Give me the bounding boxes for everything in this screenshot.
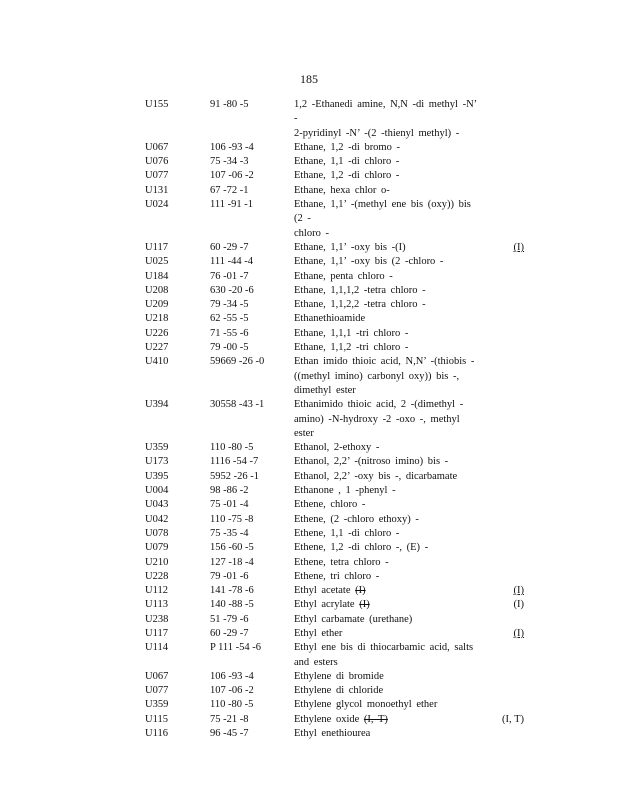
table-row	[145, 470, 525, 484]
cas-number: 79 -34 -5	[210, 299, 249, 311]
chemical-name	[294, 141, 484, 155]
waste-code: U116	[145, 728, 168, 740]
cas-number: 156 -60 -5	[210, 542, 254, 554]
table-row	[145, 184, 525, 198]
chemical-name-line: Ethanethioamide	[294, 313, 366, 325]
waste-code: U112	[145, 585, 168, 597]
chemical-name	[294, 598, 484, 612]
chemical-name-line: and esters	[294, 656, 338, 668]
cas-number: 98 -86 -2	[210, 485, 249, 497]
table-row	[145, 155, 525, 169]
cas-number: 62 -55 -5	[210, 313, 249, 325]
chemical-name	[294, 270, 484, 284]
table-row	[145, 169, 525, 183]
waste-code: U117	[145, 627, 168, 639]
chemical-name-line: amino) -N-hydroxy -2 -oxo -, methyl	[294, 413, 460, 425]
waste-code: U077	[145, 170, 169, 182]
chemical-name-line: Ethane, 1,1’ -(methyl ene bis (oxy)) bis (2 -	[294, 199, 471, 225]
table-row	[145, 713, 525, 727]
cas-number: 110 -80 -5	[210, 699, 254, 711]
chemical-name	[294, 284, 484, 298]
waste-code-table	[145, 98, 525, 741]
cas-number: 107 -06 -2	[210, 685, 254, 697]
cas-number: 59669 -26 -0	[210, 356, 265, 368]
struck-hazard-code: (I)	[359, 599, 370, 611]
waste-code: U238	[145, 613, 169, 625]
waste-code: U359	[145, 442, 169, 454]
chemical-name-line: Ethanone , 1 -phenyl -	[294, 485, 396, 497]
waste-code: U210	[145, 556, 169, 568]
chemical-name	[294, 184, 484, 198]
cas-number: 107 -06 -2	[210, 170, 254, 182]
chemical-name	[294, 341, 484, 355]
table-row	[145, 270, 525, 284]
chemical-name	[294, 441, 484, 455]
chemical-name-line: Ethene, 1,1 -di chloro -	[294, 527, 400, 539]
chemical-name-line: Ethyl ene bis di thiocarbamic acid, salts	[294, 642, 474, 654]
waste-code: U209	[145, 299, 169, 311]
waste-code: U042	[145, 513, 169, 525]
chemical-name-line: Ethane, 1,2 -di bromo -	[294, 141, 400, 153]
table-row	[145, 141, 525, 155]
table-row	[145, 241, 525, 255]
chemical-name-line: Ethanol, 2-ethoxy -	[294, 442, 380, 454]
waste-code: U004	[145, 485, 169, 497]
chemical-name-line: Ethane, 1,1,1,2 -tetra chloro -	[294, 284, 426, 296]
waste-code: U067	[145, 141, 169, 153]
page-number: 185	[300, 72, 318, 86]
table-row	[145, 341, 525, 355]
chemical-name	[294, 641, 484, 670]
chemical-name	[294, 470, 484, 484]
waste-code: U113	[145, 599, 168, 611]
cas-number: 60 -29 -7	[210, 241, 249, 253]
cas-number: 67 -72 -1	[210, 184, 249, 196]
cas-number: 111 -44 -4	[210, 256, 253, 268]
waste-code: U117	[145, 241, 168, 253]
cas-number: 79 -01 -6	[210, 570, 249, 582]
chemical-name-line: Ethanol, 2,2’ -(nitroso imino) bis -	[294, 456, 449, 468]
chemical-name-line: Ethene, tri chloro -	[294, 570, 380, 582]
cas-number: 75 -35 -4	[210, 527, 249, 539]
chemical-name-line: Ethyl acetate (I)	[294, 585, 366, 597]
table-row	[145, 670, 525, 684]
table-row	[145, 727, 525, 741]
table-row	[145, 641, 525, 670]
chemical-name	[294, 613, 484, 627]
table-row	[145, 484, 525, 498]
chemical-name-line: Ethylene oxide (I, T)	[294, 713, 388, 725]
waste-code: U114	[145, 642, 168, 654]
chemical-name	[294, 455, 484, 469]
chemical-name-line: Ethane, 1,2 -di chloro -	[294, 170, 400, 182]
chemical-name	[294, 570, 484, 584]
cas-number: 111 -91 -1	[210, 199, 253, 211]
waste-code: U077	[145, 685, 169, 697]
table-row	[145, 556, 525, 570]
chemical-name-line: Ethene, (2 -chloro ethoxy) -	[294, 513, 419, 525]
table-row	[145, 284, 525, 298]
chemical-name	[294, 713, 484, 727]
cas-number: 76 -01 -7	[210, 270, 249, 282]
table-row	[145, 355, 525, 398]
chemical-name	[294, 241, 484, 255]
waste-code: U395	[145, 470, 169, 482]
cas-number: 96 -45 -7	[210, 728, 249, 740]
chemical-name	[294, 627, 484, 641]
cas-number: 75 -34 -3	[210, 156, 249, 168]
table-row	[145, 570, 525, 584]
hazard-code: (I, T)	[502, 713, 524, 725]
table-row	[145, 455, 525, 469]
cas-number: 91 -80 -5	[210, 99, 249, 110]
cas-number: 75 -01 -4	[210, 499, 249, 511]
chemical-name	[294, 155, 484, 169]
table-row	[145, 441, 525, 455]
chemical-name-line: Ethene, 1,2 -di chloro -, (E) -	[294, 542, 429, 554]
chemical-name-line: Ethane, 1,1,2 -tri chloro -	[294, 342, 409, 354]
chemical-name-line: Ethane, 1,1,2,2 -tetra chloro -	[294, 299, 426, 311]
cas-number: 51 -79 -6	[210, 613, 249, 625]
table-row	[145, 684, 525, 698]
waste-code: U067	[145, 670, 169, 682]
chemical-name	[294, 670, 484, 684]
cas-number: P 111 -54 -6	[210, 642, 262, 654]
waste-code: U079	[145, 542, 169, 554]
hazard-code: (I)	[513, 627, 524, 639]
table-row	[145, 627, 525, 641]
chemical-name-line: Ethane, 1,1’ -oxy bis (2 -chloro -	[294, 256, 444, 268]
chemical-name-line: Ethane, penta chloro -	[294, 270, 393, 282]
chemical-name-line: dimethyl ester	[294, 384, 356, 396]
hazard-code: (I)	[513, 241, 524, 253]
chemical-name	[294, 556, 484, 570]
waste-code: U359	[145, 699, 169, 711]
chemical-name	[294, 98, 484, 141]
chemical-name-line: 2-pyridinyl -N’ -(2 -thienyl methyl) -	[294, 127, 460, 139]
table-row	[145, 255, 525, 269]
table-row	[145, 327, 525, 341]
cas-number: 75 -21 -8	[210, 713, 249, 725]
chemical-name-line: Ethylene di bromide	[294, 670, 384, 682]
waste-code: U173	[145, 456, 169, 468]
chemical-name-line: Ethane, 1,1 -di chloro -	[294, 156, 400, 168]
waste-code: U078	[145, 527, 169, 539]
cas-number: 106 -93 -4	[210, 141, 254, 153]
cas-number: 106 -93 -4	[210, 670, 254, 682]
table-row	[145, 498, 525, 512]
chemical-name-line: Ethanol, 2,2’ -oxy bis -, dicarbamate	[294, 470, 458, 482]
table-row	[145, 598, 525, 612]
waste-code: U228	[145, 570, 169, 582]
chemical-name-line: 1,2 -Ethanedi amine, N,N -di methyl -N’ -	[294, 99, 477, 125]
waste-code: U025	[145, 256, 169, 268]
cas-number: 141 -78 -6	[210, 585, 254, 597]
table-row	[145, 298, 525, 312]
cas-number: 30558 -43 -1	[210, 399, 265, 411]
chemical-name	[294, 584, 484, 598]
table-row	[145, 541, 525, 555]
chemical-name-line: Ethane, 1,1,1 -tri chloro -	[294, 327, 409, 339]
chemical-name	[294, 498, 484, 512]
hazard-code: (I)	[513, 599, 524, 611]
chemical-name-line: Ethyl ether	[294, 627, 343, 639]
table-row	[145, 584, 525, 598]
table-row	[145, 398, 525, 441]
table-row	[145, 613, 525, 627]
cas-number: 630 -20 -6	[210, 284, 254, 296]
chemical-name-line: ((methyl imino) carbonyl oxy)) bis -,	[294, 370, 460, 382]
chemical-name	[294, 684, 484, 698]
chemical-name-line: Ethane, hexa chlor o-	[294, 184, 390, 196]
chemical-name	[294, 513, 484, 527]
chemical-name	[294, 727, 484, 741]
cas-number: 5952 -26 -1	[210, 470, 259, 482]
table-row	[145, 527, 525, 541]
waste-code: U208	[145, 284, 169, 296]
waste-code: U394	[145, 399, 169, 411]
chemical-name	[294, 298, 484, 312]
cas-number: 140 -88 -5	[210, 599, 254, 611]
table-row	[145, 198, 525, 241]
chemical-name	[294, 484, 484, 498]
table-row	[145, 513, 525, 527]
chemical-name-line: Ethanimido thioic acid, 2 -(dimethyl -	[294, 399, 464, 411]
chemical-name	[294, 327, 484, 341]
chemical-name	[294, 541, 484, 555]
chemical-name-line: Ethyl acrylate (I)	[294, 599, 370, 611]
cas-number: 71 -55 -6	[210, 327, 249, 339]
waste-code: U043	[145, 499, 169, 511]
chemical-name	[294, 312, 484, 326]
waste-code: U076	[145, 156, 169, 168]
chemical-name	[294, 698, 484, 712]
struck-hazard-code: (I, T)	[363, 713, 388, 725]
table-row	[145, 98, 525, 141]
cas-number: 79 -00 -5	[210, 342, 249, 354]
hazard-code: (I)	[513, 585, 524, 597]
chemical-name-line: Ethylene di chloride	[294, 685, 384, 697]
waste-code: U184	[145, 270, 169, 282]
cas-number: 1116 -54 -7	[210, 456, 259, 468]
chemical-name-line: Ethane, 1,1’ -oxy bis -(I)	[294, 241, 406, 253]
waste-code: U155	[145, 99, 169, 110]
chemical-name-line: ester	[294, 427, 314, 439]
cas-number: 127 -18 -4	[210, 556, 254, 568]
chemical-name	[294, 398, 484, 441]
waste-code: U024	[145, 199, 169, 211]
cas-number: 110 -75 -8	[210, 513, 254, 525]
chemical-name	[294, 169, 484, 183]
chemical-name-line: chloro -	[294, 227, 329, 239]
waste-code: U410	[145, 356, 169, 368]
chemical-name	[294, 355, 484, 398]
chemical-name-line: Ethyl carbamate (urethane)	[294, 613, 413, 625]
waste-code: U226	[145, 327, 169, 339]
chemical-name-line: Ethene, chloro -	[294, 499, 366, 511]
table-row	[145, 312, 525, 326]
waste-code: U218	[145, 313, 169, 325]
chemical-name	[294, 255, 484, 269]
waste-code: U227	[145, 342, 169, 354]
chemical-name-line: Ethylene glycol monoethyl ether	[294, 699, 438, 711]
waste-code: U115	[145, 713, 168, 725]
chemical-name-line: Ethan imido thioic acid, N,N’ -(thiobis -	[294, 356, 475, 368]
chemical-name	[294, 198, 484, 241]
cas-number: 110 -80 -5	[210, 442, 254, 454]
chemical-name-line: Ethyl enethiourea	[294, 728, 371, 740]
chemical-name-line: Ethene, tetra chloro -	[294, 556, 389, 568]
chemical-name	[294, 527, 484, 541]
table-row	[145, 698, 525, 712]
cas-number: 60 -29 -7	[210, 627, 249, 639]
waste-code: U131	[145, 184, 169, 196]
struck-hazard-code: (I)	[355, 585, 366, 597]
